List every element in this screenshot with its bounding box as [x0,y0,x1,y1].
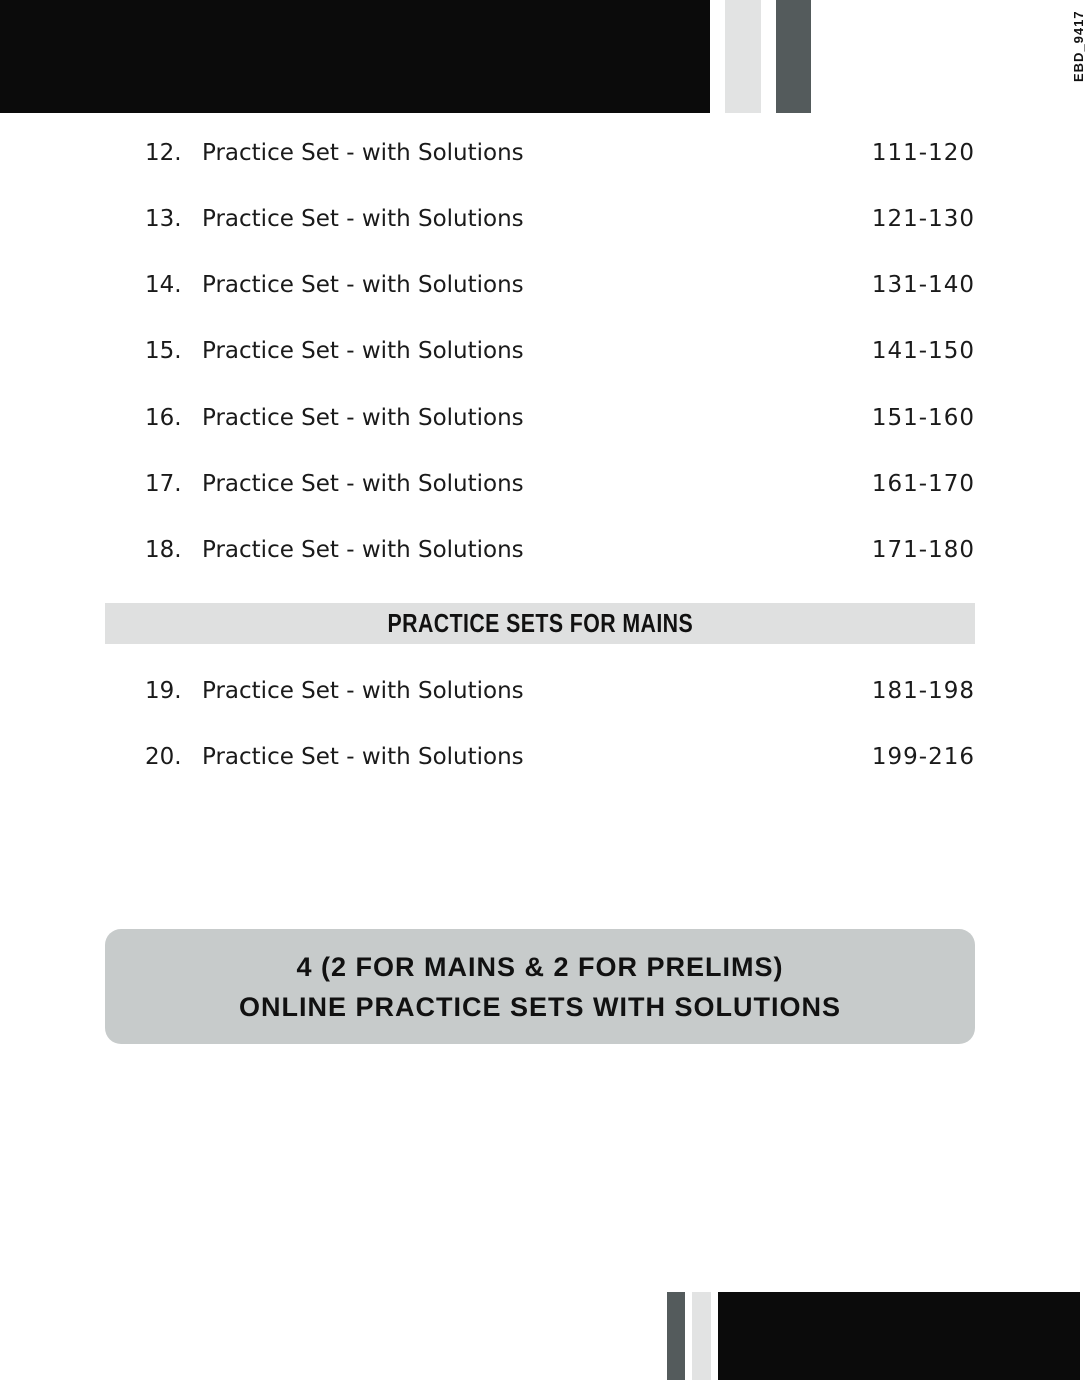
chapter-number: 19. [145,678,182,704]
chapter-title: Practice Set - with Solutions [202,537,524,563]
contents-row [145,744,975,784]
online-practice-sets-box [105,929,975,1044]
footer-dark-stripe [667,1292,685,1380]
chapter-number: 18. [145,537,182,563]
chapter-number: 13. [145,206,182,232]
contents-row [145,471,975,511]
contents-row [145,140,975,180]
page-range: 161-170 [871,471,975,497]
online-box-line-1: 4 (2 FOR MAINS & 2 FOR PRELIMS) [296,951,784,982]
section-heading-bar [105,603,975,644]
header-light-stripe [725,0,761,113]
book-code: EBD_9417 [1071,10,1086,82]
page-range: 121-130 [871,206,975,232]
chapter-title: Practice Set - with Solutions [202,272,524,298]
contents-row [145,338,975,378]
page-range: 141-150 [871,338,975,364]
chapter-title: Practice Set - with Solutions [202,471,524,497]
contents-row [145,206,975,246]
contents-row [145,272,975,312]
chapter-title: Practice Set - with Solutions [202,338,524,364]
footer-light-stripe [692,1292,711,1380]
chapter-number: 17. [145,471,182,497]
chapter-title: Practice Set - with Solutions [202,744,524,770]
header-dark-stripe [776,0,811,113]
page-range: 111-120 [871,140,975,166]
footer-black-bar [718,1292,1080,1380]
chapter-number: 15. [145,338,182,364]
page-range: 199-216 [871,744,975,770]
contents-row [145,537,975,577]
header-black-bar [0,0,710,113]
contents-row [145,678,975,718]
chapter-title: Practice Set - with Solutions [202,405,524,431]
online-box-line-2: ONLINE PRACTICE SETS WITH SOLUTIONS [238,991,841,1022]
chapter-number: 20. [145,744,182,770]
contents-row [145,405,975,445]
section-title: PRACTICE SETS FOR MAINS [387,608,693,638]
page-range: 131-140 [871,272,975,298]
chapter-title: Practice Set - with Solutions [202,678,524,704]
page-range: 181-198 [871,678,975,704]
chapter-number: 14. [145,272,182,298]
chapter-title: Practice Set - with Solutions [202,206,524,232]
chapter-title: Practice Set - with Solutions [202,140,524,166]
page-range: 171-180 [871,537,975,563]
chapter-number: 16. [145,405,182,431]
page-range: 151-160 [871,405,975,431]
chapter-number: 12. [145,140,182,166]
